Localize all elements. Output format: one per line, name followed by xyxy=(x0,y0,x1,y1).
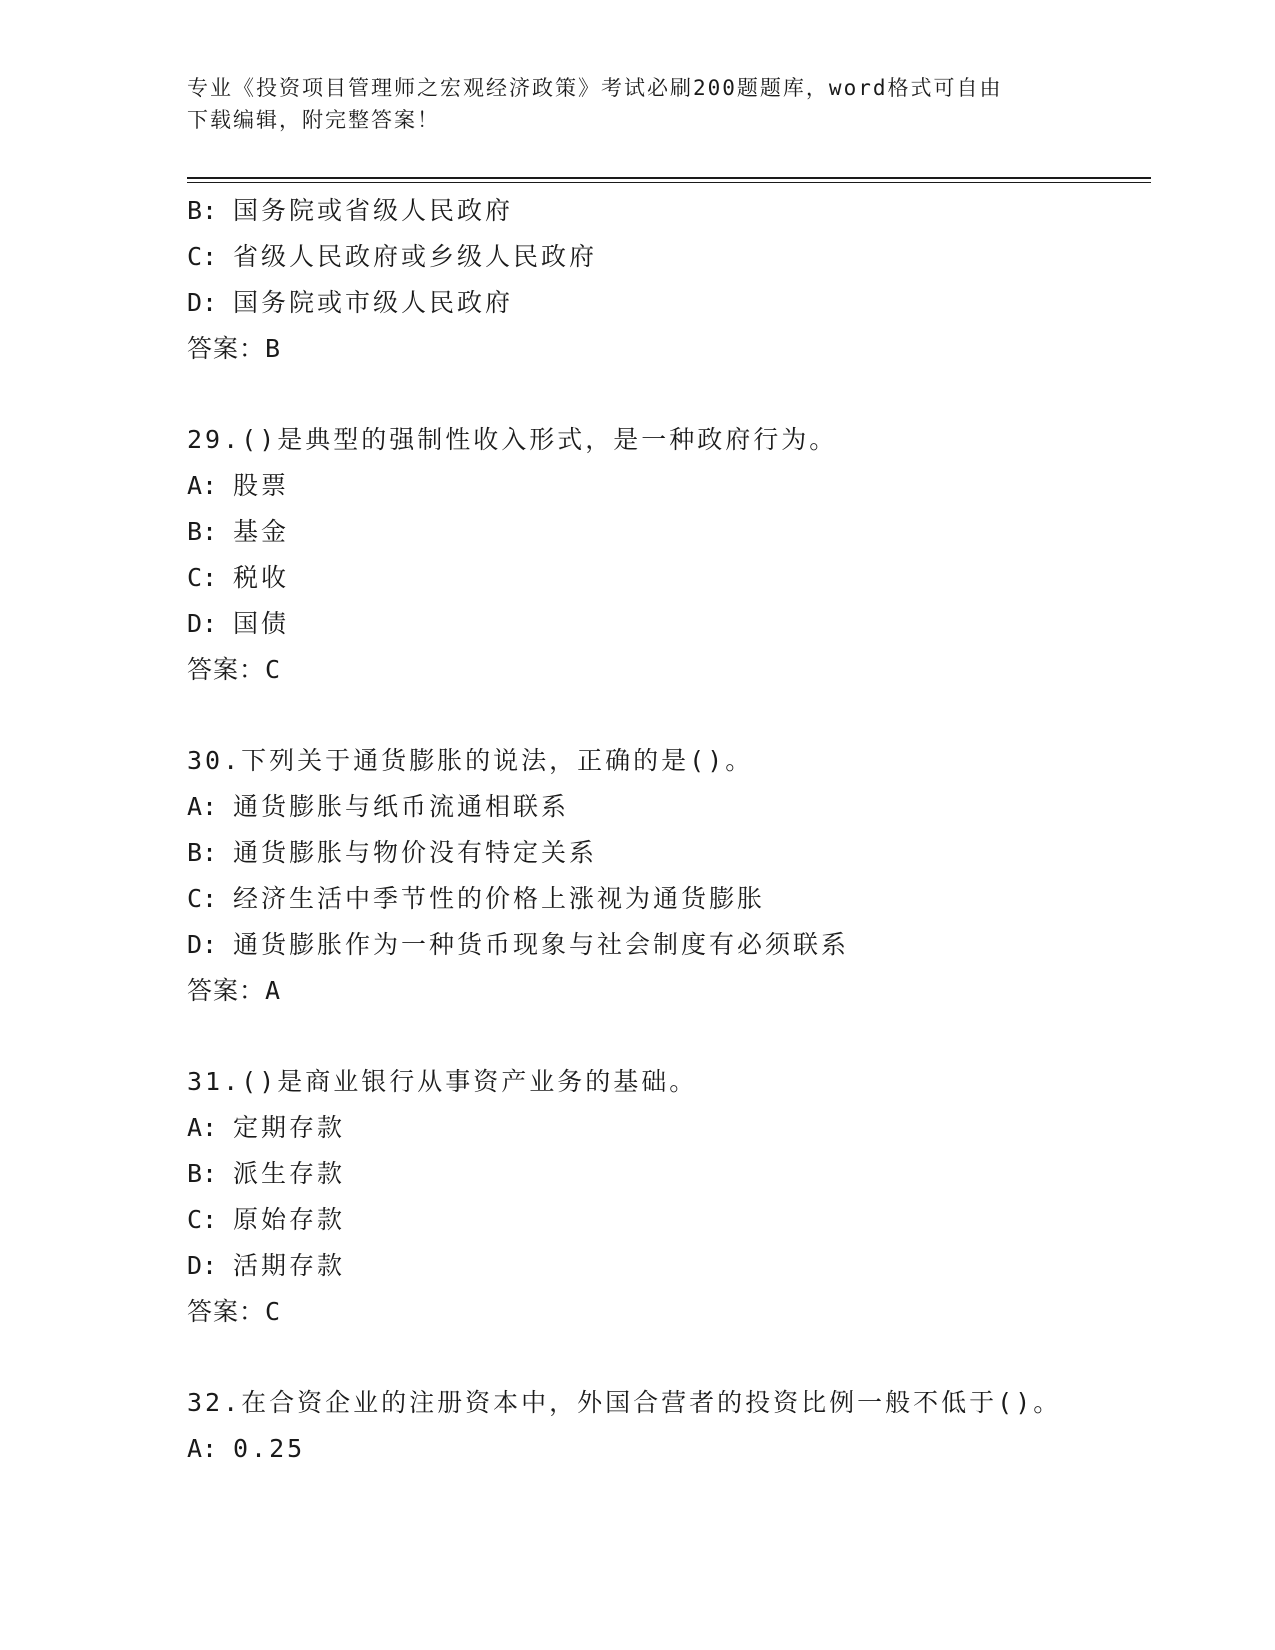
option-label: B: xyxy=(187,1159,218,1188)
option-text: 0.25 xyxy=(233,1434,306,1463)
option-label: C: xyxy=(187,242,218,271)
option-a xyxy=(187,1105,1151,1151)
option-text: 基金 xyxy=(233,517,290,546)
question-stem: 31.()是商业银行从事资产业务的基础。 xyxy=(187,1067,698,1096)
option-label: B: xyxy=(187,196,218,225)
option-label: D: xyxy=(187,930,218,959)
option-text: 定期存款 xyxy=(233,1113,346,1142)
question-stem: 29.()是典型的强制性收入形式，是一种政府行为。 xyxy=(187,425,838,454)
header-rule-thick xyxy=(187,177,1151,179)
option-c xyxy=(187,555,1151,601)
option-label: B: xyxy=(187,838,218,867)
option-a xyxy=(187,463,1151,509)
option-c xyxy=(187,1197,1151,1243)
option-label: C: xyxy=(187,563,218,592)
option-text: 通货膨胀作为一种货币现象与社会制度有必须联系 xyxy=(233,930,850,959)
option-text: 通货膨胀与纸币流通相联系 xyxy=(233,792,570,821)
option-text: 国债 xyxy=(233,609,290,638)
header-line-1: 专业《投资项目管理师之宏观经济政策》考试必刷200题题库，word格式可自由 xyxy=(187,76,1003,100)
option-label: A: xyxy=(187,1113,218,1142)
answer-line xyxy=(187,326,1151,372)
question-fragment xyxy=(187,188,1151,372)
option-label: A: xyxy=(187,792,218,821)
option-text: 税收 xyxy=(233,563,290,592)
option-label: D: xyxy=(187,1251,218,1280)
answer-value: C xyxy=(265,655,281,684)
question-31 xyxy=(187,1059,1151,1335)
answer-line xyxy=(187,647,1151,693)
option-d xyxy=(187,280,1151,326)
option-c xyxy=(187,876,1151,922)
option-label: A: xyxy=(187,1434,218,1463)
option-label: C: xyxy=(187,884,218,913)
option-label: A: xyxy=(187,471,218,500)
answer-line xyxy=(187,1289,1151,1335)
header-line-2: 下载编辑，附完整答案！ xyxy=(187,108,440,132)
option-text: 通货膨胀与物价没有特定关系 xyxy=(233,838,598,867)
option-a xyxy=(187,784,1151,830)
option-b xyxy=(187,509,1151,555)
spacer xyxy=(187,1014,1151,1059)
answer-label: 答案： xyxy=(187,976,266,1005)
option-label: D: xyxy=(187,609,218,638)
answer-line xyxy=(187,968,1151,1014)
option-d xyxy=(187,922,1151,968)
answer-value: B xyxy=(265,334,281,363)
option-text: 股票 xyxy=(233,471,290,500)
option-d xyxy=(187,1243,1151,1289)
answer-label: 答案： xyxy=(187,1297,266,1326)
question-30 xyxy=(187,738,1151,1014)
option-c xyxy=(187,234,1151,280)
option-label: C: xyxy=(187,1205,218,1234)
option-a xyxy=(187,1426,1151,1472)
answer-label: 答案： xyxy=(187,334,266,363)
option-text: 经济生活中季节性的价格上涨视为通货膨胀 xyxy=(233,884,766,913)
spacer xyxy=(187,372,1151,417)
option-label: D: xyxy=(187,288,218,317)
option-b xyxy=(187,1151,1151,1197)
answer-value: A xyxy=(265,976,281,1005)
option-text: 活期存款 xyxy=(233,1251,346,1280)
question-stem: 32.在合资企业的注册资本中，外国合营者的投资比例一般不低于()。 xyxy=(187,1388,1062,1417)
option-b xyxy=(187,188,1151,234)
document-header xyxy=(187,72,1087,136)
question-stem: 30.下列关于通货膨胀的说法，正确的是()。 xyxy=(187,746,754,775)
answer-value: C xyxy=(265,1297,281,1326)
header-rule-thin xyxy=(187,182,1151,183)
option-d xyxy=(187,601,1151,647)
option-text: 原始存款 xyxy=(233,1205,346,1234)
option-text: 国务院或市级人民政府 xyxy=(233,288,514,317)
option-text: 省级人民政府或乡级人民政府 xyxy=(233,242,598,271)
spacer xyxy=(187,1335,1151,1380)
option-text: 国务院或省级人民政府 xyxy=(233,196,514,225)
question-29 xyxy=(187,417,1151,693)
spacer xyxy=(187,693,1151,738)
option-label: B: xyxy=(187,517,218,546)
option-b xyxy=(187,830,1151,876)
option-text: 派生存款 xyxy=(233,1159,346,1188)
answer-label: 答案： xyxy=(187,655,266,684)
question-list xyxy=(187,188,1151,1472)
question-32 xyxy=(187,1380,1151,1472)
